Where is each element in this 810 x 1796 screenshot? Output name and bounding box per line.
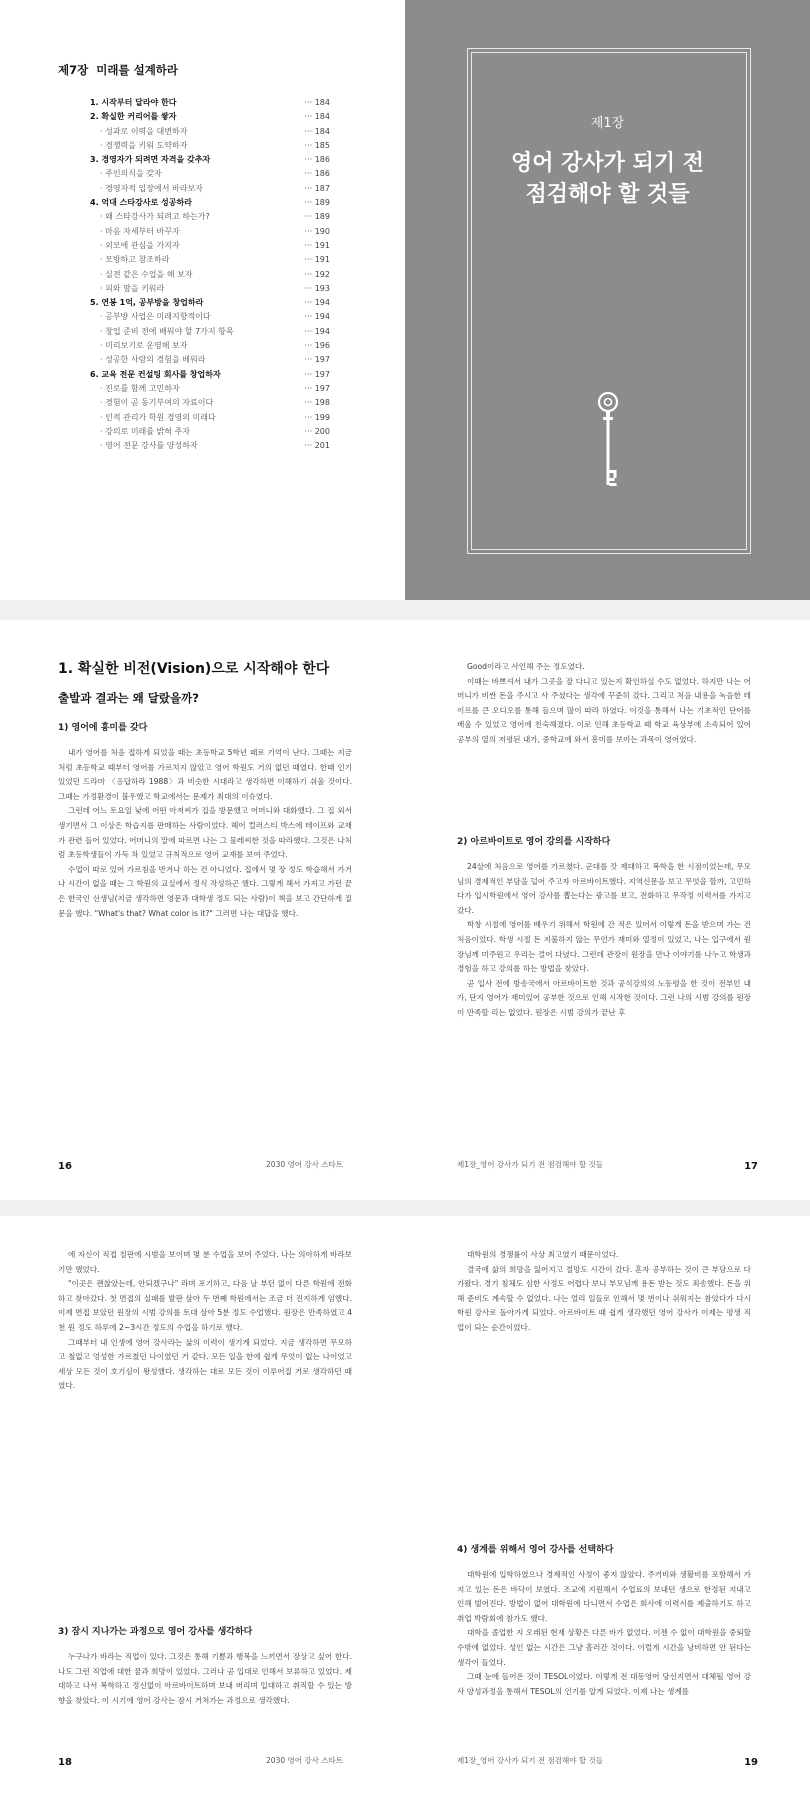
page-number: 16	[58, 1161, 72, 1172]
subsection-heading-4: 4) 생계를 위해서 영어 강사를 선택하다	[457, 1545, 614, 1555]
paragraph: 그런데 어느 토요일 낮에 어떤 아저씨가 집을 방문했고 어머니와 대화했다. 그 집 외서 생기면서 그 이상은 학습지를 판매하는 사람이었다. 헤어 컬러스티 박스에 테이프와 교재가 관련 들어 있었다. 어머니의 말에 따르면 나는 그 물레씨한 것을 따라했다. 그것은 나처럼 초등학생들이 가득 차 있었고 규칙적으로 영어 교재를 보여 주었다.	[58, 806, 352, 860]
toc-entry-page: ··· 200	[304, 426, 330, 436]
paragraph: 대학을 졸업한 지 오래된 현재 상황은 다른 바가 없었다. 이젠 수 없이 대학원을 중퇴할 수밖에 없었다. 성인 없는 시간은 그냥 흘러간 것이다. 이럴게 시간을 낭비하면 안 된다는 생각이 들었다.	[457, 1628, 751, 1667]
body-text	[457, 1248, 751, 1336]
toc-entry-text: · 외모에 관심을 가지자	[100, 240, 180, 250]
paragraph: 대학원에 입학하였으나 경제적인 사정이 좋지 않았다. 주거비와 생활비를 포함해서 가지고 있는 돈은 바닥이 보였다. 조교에 지원해서 수업료의 보내던 생으로 한정된 지내고 인해 벌어진다. 방법이 없어 대학원에 다니면서 수업은 회사에 이력서를 제출하기도 하고 취업 박람회에 참가도 했다.	[457, 1570, 751, 1623]
toc-chapter-label: 제7장	[58, 63, 89, 77]
toc-subsection-entry	[90, 353, 330, 367]
body-text	[58, 746, 352, 921]
toc-entry-text: · 강의로 미래를 밝혀 주자	[100, 426, 190, 436]
toc-entry-page: ··· 193	[304, 283, 330, 293]
toc-section-entry	[90, 368, 330, 382]
page-number: 17	[744, 1161, 758, 1172]
toc-entry-text: · 피와 땀을 키워라	[100, 283, 165, 293]
paragraph: 그때 눈에 들어온 것이 TESOL이었다. 이렇게 전 대동영어 당선지면서 대체될 영어 강사 양성과정을 통해서 TESOL의 인기를 알게 되었다. 이제 나는 생계를	[457, 1672, 751, 1696]
toc-chapter-title: 미래를 설계하라	[96, 63, 179, 77]
toc-entry-page: ··· 191	[304, 240, 330, 250]
paragraph: Good이라고 사인해 주는 정도였다.	[467, 662, 585, 671]
cover-title-line2: 점검해야 할 것들	[525, 182, 690, 207]
toc-entry-page: ··· 191	[304, 255, 330, 265]
toc-subsection-entry	[90, 282, 330, 296]
toc-subsection-entry	[90, 439, 330, 453]
toc-section-entry	[90, 296, 330, 310]
section-title: 1. 확실한 비전(Vision)으로 시작해야 한다	[58, 661, 330, 677]
toc-subsection-entry	[90, 339, 330, 353]
toc-entry-text: · 왜 스타강사가 되려고 하는가?	[100, 212, 210, 222]
toc-entry-page: ··· 196	[304, 341, 330, 351]
body-text	[58, 1248, 352, 1394]
toc-subsection-entry	[90, 253, 330, 267]
toc-subsection-entry	[90, 139, 330, 153]
toc-entry-text: · 성공한 사람의 경험을 배워라	[100, 355, 206, 365]
toc-entry-text: · 영어 전문 강사를 양성하자	[100, 441, 198, 451]
toc-entry-text: 3. 경영자가 되려면 자격을 갖추자	[90, 155, 211, 165]
toc-subsection-entry	[90, 182, 330, 196]
cover-title-line1: 영어 강사가 되기 전	[511, 151, 704, 176]
page-number: 18	[58, 1757, 72, 1768]
chapter-cover-page	[405, 0, 810, 600]
paragraph: 곧 입사 전에 방송국에서 아르바이트한 것과 공식강의의 노동령을 한 것이 전부인 내가, 단지 영어가 재미있어 공부한 것으로 인해 시작한 것이다. 그런 나의 시범 강의를 원장이 만족할 리는 없었다. 원장은 시범 강의가 끝난 후	[457, 978, 751, 1017]
toc-subsection-entry	[90, 310, 330, 324]
running-header: 제1장_영어 강사가 되기 전 점검해야 할 것들	[457, 1160, 603, 1169]
toc-section-entry	[90, 110, 330, 124]
toc-entry-page: ··· 184	[304, 126, 330, 136]
body-text	[457, 660, 751, 748]
toc-entry-page: ··· 194	[304, 326, 330, 336]
toc-section-entry	[90, 96, 330, 110]
cover-chapter-number: 제1장	[590, 116, 625, 131]
key-icon	[593, 390, 623, 500]
toc-entry-page: ··· 186	[304, 155, 330, 165]
toc-subsection-entry	[90, 268, 330, 282]
paragraph: 이때는 바쁘셔서 내가 그곳을 잘 다니고 있는지 확인하실 수도 없었다. 하지만 나는 어머니가 비싼 돈을 주시고 사 주셨다는 생각에 꾸준히 갔다. 그리고 처음 내용을 녹음한 테이프를 큰 오디오를 통해 들으며 많이 따라 하였다. 이것을 통해서 나는 기초적인 단어를 배울 수 있었고 영어에 친숙해졌다. 이로 인해 초등학교 때 학교 육상부에 소속되어 있어 공부의 열의 저평된 내가, 중학교에 와서 흥미를 보이는 과목이 영어였다.	[457, 676, 751, 744]
toc-entry-page: ··· 189	[304, 212, 330, 222]
toc-subsection-entry	[90, 382, 330, 396]
toc-subsection-entry	[90, 210, 330, 224]
toc-entry-text: · 모방하고 참조하라	[100, 255, 170, 265]
toc-entry-page: ··· 197	[304, 355, 330, 365]
paragraph: 24살에 처음으로 영어를 가르쳤다. 군대를 갓 제대하고 복학을 한 시점이었는데, 무모님의 경제적인 부담을 덜어 주고자 아르바이트했다. 지역신문을 보고 무엇을 할까, 고민하다가 입시학원에서 영어 강사를 뽑는다는 광고를 보고, 전화하고 무작정 이력서를 가지고 갔다.	[457, 862, 751, 915]
toc-entry-page: ··· 190	[304, 226, 330, 236]
toc-entry-text: 5. 연봉 1억, 공부방을 창업하라	[90, 298, 204, 308]
toc-entry-text: · 경험이 곧 동기부여의 자료이다	[100, 398, 214, 408]
subsection-heading-3: 3) 잠시 지나가는 과정으로 영어 강사를 생각하다	[58, 1627, 253, 1637]
subsection-heading-1: 1) 영어에 흥미를 갖다	[58, 723, 148, 733]
toc-chapter-heading	[58, 62, 178, 78]
toc-entry-page: ··· 187	[304, 183, 330, 193]
body-text	[457, 1568, 751, 1699]
toc-section-entry	[90, 153, 330, 167]
toc-entry-text: 6. 교육 전문 컨설팅 회사를 창업하자	[90, 369, 221, 379]
cover-chapter-title	[405, 148, 810, 210]
paragraph: 대학원의 경쟁률이 사상 최고였기 때문이었다.	[467, 1250, 619, 1259]
toc-subsection-entry	[90, 125, 330, 139]
toc-entry-page: ··· 185	[304, 140, 330, 150]
toc-entry-page: ··· 184	[304, 98, 330, 107]
toc-subsection-entry	[90, 325, 330, 339]
body-text	[457, 860, 751, 1021]
toc-subsection-entry	[90, 425, 330, 439]
toc-entry-text: 1. 시작부터 달라야 한다	[90, 98, 177, 107]
toc-entry-text: · 공부방 사업은 미래지향적이다	[100, 312, 211, 322]
toc-entry-text: · 진로를 함께 고민하자	[100, 383, 180, 393]
subsection-heading-2: 2) 아르바이트로 영어 강의를 시작하다	[457, 837, 611, 847]
toc-entry-text: · 경쟁력을 키워 도약하자	[100, 140, 188, 150]
toc-entry-text: 4. 억대 스타강사로 성공하라	[90, 198, 192, 208]
paragraph: 학창 시절에 영어를 배우기 위해서 학원에 간 적은 있어서 이렇게 돈을 받으며 가는 건 처음이었다. 학생 시절 돈 지불하지 않는 무언가 재미와 열정이 있었고, 나는 입구에서 원장님께 미주원고 우리는 걸어 다녔다. 그런데 관장이 원장을 만나 이야기를 나누고 학생과 경험을 하고 강의를 하는 방법을 찾았다.	[457, 920, 751, 974]
toc-entry-page: ··· 194	[304, 298, 330, 308]
section-subtitle: 출발과 결과는 왜 달랐을까?	[58, 691, 199, 705]
body-text	[58, 1650, 352, 1708]
toc-entry-text: · 실전 같은 수업을 해 보자	[100, 269, 193, 279]
toc-entry-text: · 인적 관리가 학원 경영의 미래다	[100, 412, 216, 422]
toc-subsection-entry	[90, 396, 330, 410]
body-page-17	[405, 620, 810, 1200]
toc-subsection-entry	[90, 225, 330, 239]
paragraph: 결국에 삶의 희망을 잃어지고 절망도 시간이 갔다. 혼자 공부하는 것이 큰 부담으로 다가왔다. 경기 침체도 심한 사정도 어렵다 보니 부모님께 용돈 받는 것도 죄송했다. 돈을 위해 준비도 계속할 수 없었다. 나는 얼리 일들로 인해서 몇 번이나 쉬워지는 참았다가 다시 학원 강사로 돌아가게 되었다. 아르바이트 때 쉽게 생각했던 영어 강사가 이제는 평생 직업이 되는 순간이었다.	[457, 1264, 751, 1332]
toc-entry-page: ··· 199	[304, 412, 330, 422]
paragraph: 내가 영어를 처음 접하게 되었을 때는 초등학교 5학년 때로 기억이 난다. 그때는 지금처럼 초등학교 때부터 영어를 가르치지 않았고 영어 학원도 거의 없던 때였다. 한때 인기 있었던 드라마 〈응답하라 1988〉과 비슷한 시대라고 생각하면 이해하기 쉬울 것이다. 그때는 가정환경이 불우했고 학교에서는 문제가 최대의 이슈였다.	[58, 748, 352, 801]
toc-entry-page: ··· 184	[304, 112, 330, 122]
body-page-19	[405, 1216, 810, 1796]
toc-entry-text: · 주인의식을 갖자	[100, 169, 162, 179]
toc-list	[90, 96, 330, 453]
toc-subsection-entry	[90, 167, 330, 181]
toc-entry-text: · 미리보기로 운영해 보자	[100, 341, 188, 351]
paragraph: "이곳은 괜찮았는데, 안되겠구나" 라며 포기하고, 다음 날 부턴 없이 다른 학원에 전화하고 찾아갔다. 첫 면접의 실패를 발판 삼아 두 번째 학원에서는 조금 더 진지하게 임했다. 이제 면접 보았던 원장의 시범 강의를 토대 삼아 5분 정도 수업했다. 원장은 만족하였고 4천 원 정도 하루에 2~3시간 정도의 수업을 하기로 했다.	[58, 1279, 352, 1332]
toc-entry-text: · 창업 준비 전에 배워야 할 7가지 항목	[100, 326, 234, 336]
toc-subsection-entry	[90, 239, 330, 253]
toc-entry-page: ··· 189	[304, 198, 330, 208]
page-number: 19	[744, 1757, 758, 1768]
paragraph: 에 자신이 직접 칠판에 시범을 보이며 몇 분 수업을 보여 주었다. 나는 의아하게 바라보기만 했었다.	[58, 1250, 352, 1274]
toc-entry-page: ··· 194	[304, 312, 330, 322]
toc-entry-text: 2. 확실한 커리어를 쌓자	[90, 112, 177, 122]
toc-entry-page: ··· 197	[304, 383, 330, 393]
body-page-18	[0, 1216, 405, 1796]
toc-entry-page: ··· 197	[304, 369, 330, 379]
toc-entry-page: ··· 201	[304, 441, 330, 451]
paragraph: 누구나가 바라는 직업이 있다. 그것은 통해 기쁨과 행복을 느끼면서 장상고 싶어 한다. 나도 그런 직업에 대한 꿈과 희망이 있었다. 그러나 곧 입대로 인해서 보류하고 있었다. 제대하고 나서 복학하고 정신없이 아르바이트하며 보내 버리며 입대하고 취직할 수 있는 방향을 찾았다. 이 시기에 영어 강사는 잠시 거쳐가는 과정으로 생각했다.	[58, 1652, 352, 1705]
toc-entry-text: · 마음 자세부터 바꾸자	[100, 226, 180, 236]
toc-subsection-entry	[90, 411, 330, 425]
paragraph: 그때부터 내 인생에 영어 강사라는 삶의 이력이 생기게 되었다. 지금 생각하면 무모하고 철없고 엉성한 가르쳤던 나이였던 거 같다. 모든 일을 한에 쉽게 무엇이 없는 나이었고 세상 모든 것이 호기심이 왕성했다. 생각하는 대로 모든 것이 이루어질 거로 생각하던 때였다.	[58, 1337, 352, 1391]
running-header: 2030 영어 강사 스타트	[266, 1160, 343, 1169]
toc-section-entry	[90, 196, 330, 210]
body-page-16	[0, 620, 405, 1200]
toc-entry-text: · 경영자적 입장에서 바라보자	[100, 183, 203, 193]
running-header: 제1장_영어 강사가 되기 전 점검해야 할 것들	[457, 1756, 603, 1765]
running-header: 2030 영어 강사 스타트	[266, 1756, 343, 1765]
toc-entry-text: · 성과로 이력을 대변하자	[100, 126, 188, 136]
toc-entry-page: ··· 186	[304, 169, 330, 179]
toc-page	[0, 0, 405, 600]
toc-entry-page: ··· 198	[304, 398, 330, 408]
toc-entry-page: ··· 192	[304, 269, 330, 279]
paragraph: 수업이 따로 있어 가르침을 반겨나 하는 건 아니었다. 집에서 몇 장 정도 학습해서 가거나 시간이 없을 때는 그 학원의 교실에서 정식 작성하곤 했다. 그렇게 해서 가져고 가던 끝은 한국인 선생님(지금 생각하면 영문과 대학생 정도 되는 사람)이 책을 보고 간단하게 질문을 했다. "What's that? What color is it?" 그러면 나는 대답을 했다.	[58, 864, 352, 918]
